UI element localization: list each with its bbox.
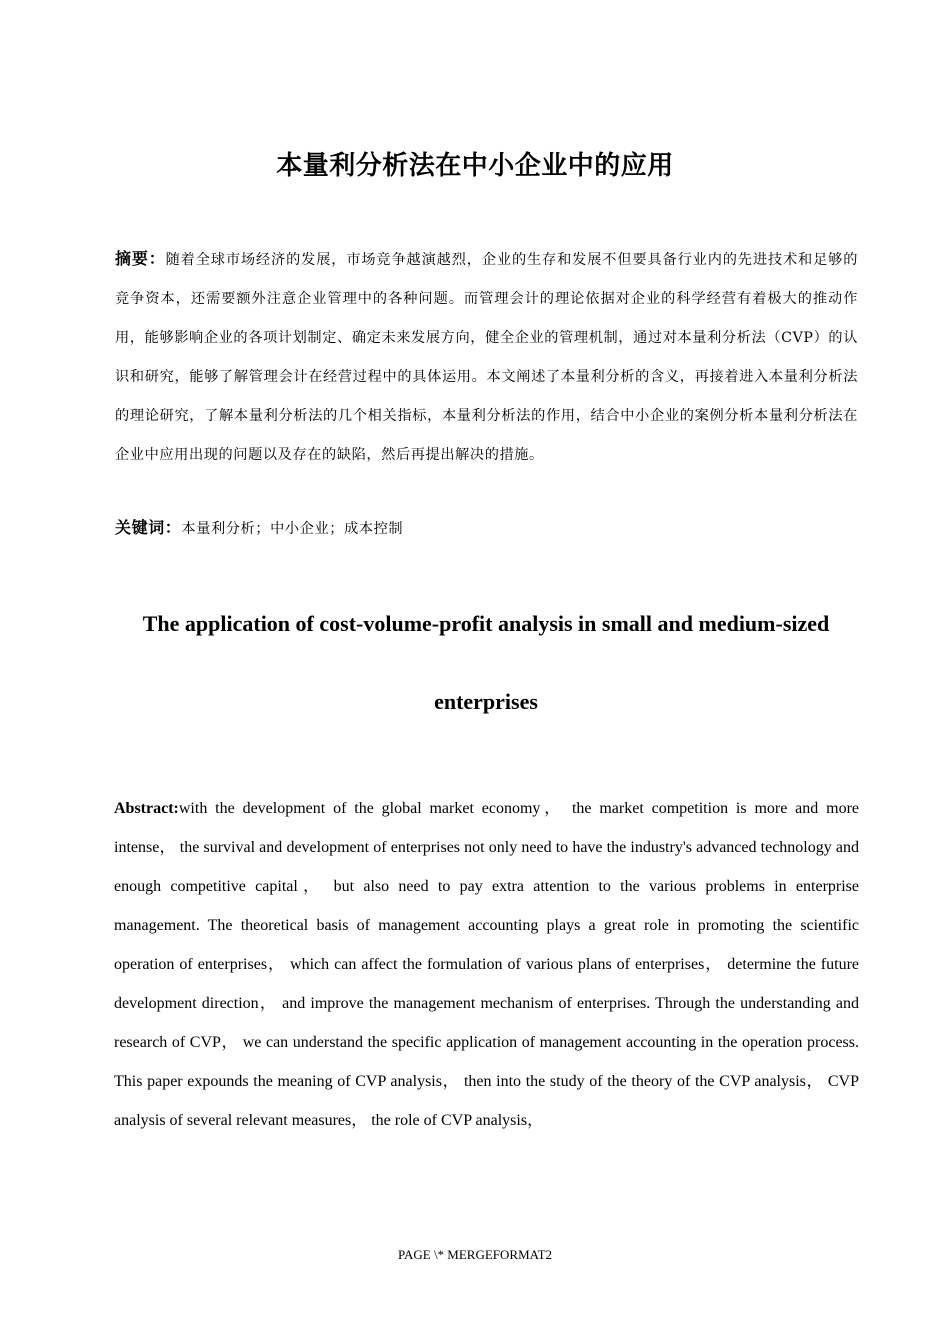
chinese-keywords [115, 510, 858, 547]
chinese-abstract-label: 摘要： [115, 249, 166, 268]
english-abstract-text: with the development of the global market economy， the market competition is more and more intense， the survival and development of enterprises not only need to have the industry's advanced technology and enough competitive capital， but also need to pay extra attention to the various problems in enterprise management. The theoretical basis of management accounting plays a great role in promoting the scientific operation of enterprises， which can affect the formulation of various plans of enterprises， determine the future development direction， and improve the management mechanism of enterprises. Through the understanding and research of CVP， we can understand the specific application of management accounting in the operation process. This paper expounds the meaning of CVP analysis， then into the study of the theory of the CVP analysis， CVP analysis of several relevant measures， the role of CVP analysis， [114, 800, 860, 1129]
english-title: The application of cost-volume-profit analysis in small and medium-sized enterprises [142, 611, 830, 714]
chinese-title: 本量利分析法在中小企业中的应用 [276, 151, 674, 181]
chinese-abstract-text: 随着全球市场经济的发展，市场竞争越演越烈，企业的生存和发展不但要具备行业内的先进技术和足够的竞争资本，还需要额外注意企业管理中的各种问题。而管理会计的理论依据对企业的科学经营有着极大的推动作用，能够影响企业的各项计划制定、确定未来发展方向，健全企业的管理机制，通过对本量利分析法（CVP）的认识和研究，能够了解管理会计在经营过程中的具体运用。本文阐述了本量利分析的含义，再接着进入本量利分析法的理论研究，了解本量利分析法的几个相关指标，本量利分析法的作用，结合中小企业的案例分析本量利分析法在企业中应用出现的问题以及存在的缺陷，然后再提出解决的措施。 [115, 252, 858, 463]
english-abstract-label: Abstract: [114, 800, 179, 817]
chinese-abstract [115, 239, 858, 475]
english-abstract [114, 789, 859, 1140]
chinese-keywords-text: 本量利分析；中小企业；成本控制 [181, 521, 404, 537]
chinese-keywords-label: 关键词： [115, 518, 182, 537]
page-footer: PAGE \* MERGEFORMAT2 [397, 1247, 553, 1262]
